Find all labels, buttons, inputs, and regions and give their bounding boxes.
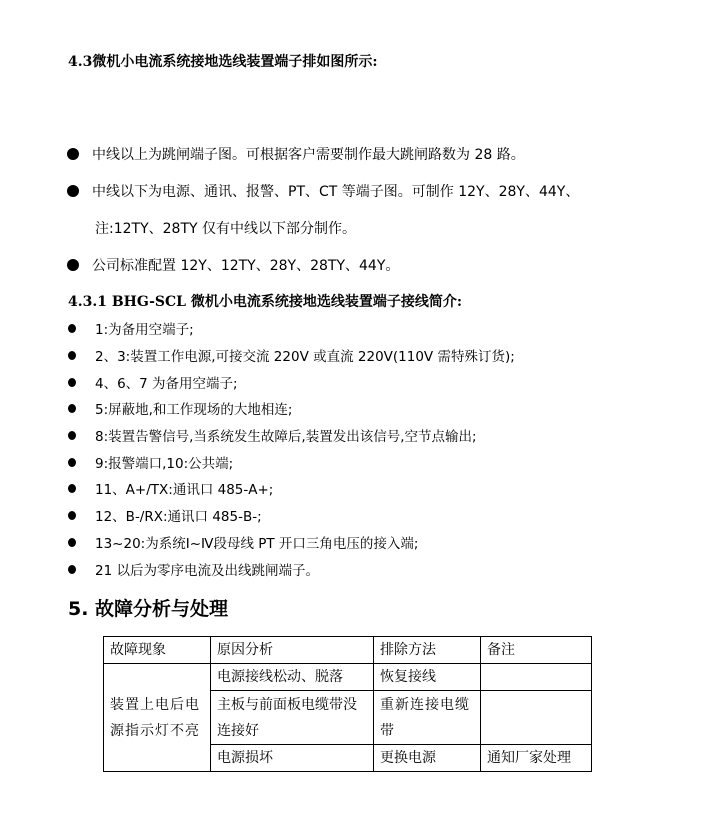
fix-cell: 恢复接线	[374, 664, 481, 691]
bullet-dot-icon	[68, 351, 76, 360]
table-header-cell: 排除方法	[374, 637, 481, 664]
remark-cell: 通知厂家处理	[481, 745, 592, 772]
bullet-dot-icon	[68, 378, 76, 387]
bullet-dot-icon	[67, 185, 79, 197]
intro-bullet-text: 公司标准配置 12Y、12TY、28Y、28TY、44Y。	[92, 258, 400, 274]
terminal-bullet	[68, 559, 319, 579]
terminal-bullet	[68, 478, 273, 498]
terminal-bullet-text: 4、6、7 为备用空端子;	[95, 376, 238, 392]
bullet-dot-icon	[67, 259, 79, 271]
section-heading-4-3: 4.3微机小电流系统接地选线装置端子排如图所示:	[68, 54, 378, 70]
section-heading-5: 5. 故障分析与处理	[68, 598, 229, 620]
terminal-bullet	[68, 372, 238, 392]
terminal-bullet-text: 13~20:为系统Ⅰ~Ⅳ段母线 PT 开口三角电压的接入端;	[95, 536, 419, 552]
terminal-bullet	[68, 345, 515, 365]
terminal-bullet	[68, 318, 194, 338]
terminal-bullet-text: 1:为备用空端子;	[95, 322, 194, 338]
cause-cell: 电源损坏	[211, 745, 374, 772]
terminal-bullet	[68, 505, 262, 525]
intro-bullet-text: 中线以下为电源、通讯、报警、PT、CT 等端子图。可制作 12Y、28Y、44Y、	[92, 184, 580, 200]
remark-cell	[481, 664, 592, 691]
note-text: 注:12TY、28TY 仅有中线以下部分制作。	[95, 221, 357, 237]
table-header-cell: 原因分析	[211, 637, 374, 664]
bullet-dot-icon	[67, 148, 79, 160]
terminal-bullet-text: 5:屏蔽地,和工作现场的大地相连;	[95, 402, 293, 418]
cause-cell: 电源接线松动、脱落	[211, 664, 374, 691]
terminal-bullet	[68, 425, 477, 445]
intro-bullet	[67, 181, 579, 201]
bullet-dot-icon	[68, 511, 76, 520]
table-header-row	[104, 637, 592, 664]
intro-bullet-text: 中线以上为跳闸端子图。可根据客户需要制作最大跳闸路数为 28 路。	[92, 147, 525, 163]
bullet-dot-icon	[68, 324, 76, 333]
terminal-bullet	[68, 398, 292, 418]
fix-cell: 更换电源	[374, 745, 481, 772]
bullet-dot-icon	[68, 458, 76, 467]
terminal-bullet-text: 9:报警端口,10:公共端;	[95, 456, 234, 472]
intro-bullet	[67, 144, 525, 164]
symptom-cell: 装置上电后电源指示灯不亮	[104, 664, 211, 772]
bullet-dot-icon	[68, 565, 76, 574]
bullet-dot-icon	[68, 538, 76, 547]
terminal-bullet-text: 2、3:装置工作电源,可接交流 220V 或直流 220V(110V 需特殊订货);	[95, 349, 515, 365]
terminal-bullet	[68, 532, 419, 552]
fault-analysis-table	[103, 636, 592, 772]
bullet-dot-icon	[68, 484, 76, 493]
terminal-bullet	[68, 452, 233, 472]
cause-cell: 主板与前面板电缆带没连接好	[211, 691, 374, 745]
section-heading-4-3-1: 4.3.1 BHG-SCL 微机小电流系统接地选线装置端子接线简介:	[68, 294, 463, 310]
remark-cell	[481, 691, 592, 745]
terminal-bullet-text: 8:装置告警信号,当系统发生故障后,装置发出该信号,空节点输出;	[95, 429, 477, 445]
bullet-dot-icon	[68, 404, 76, 413]
bullet-dot-icon	[68, 431, 76, 440]
table-row	[104, 664, 592, 691]
fix-cell: 重新连接电缆带	[374, 691, 481, 745]
table-header-cell: 备注	[481, 637, 592, 664]
terminal-bullet-text: 11、A+/TX:通讯口 485-A+;	[95, 482, 274, 498]
intro-bullet	[67, 255, 399, 275]
terminal-bullet-text: 12、B-/RX:通讯口 485-B-;	[95, 509, 262, 525]
terminal-bullet-text: 21 以后为零序电流及出线跳闸端子。	[95, 563, 319, 579]
table-header-cell: 故障现象	[104, 637, 211, 664]
